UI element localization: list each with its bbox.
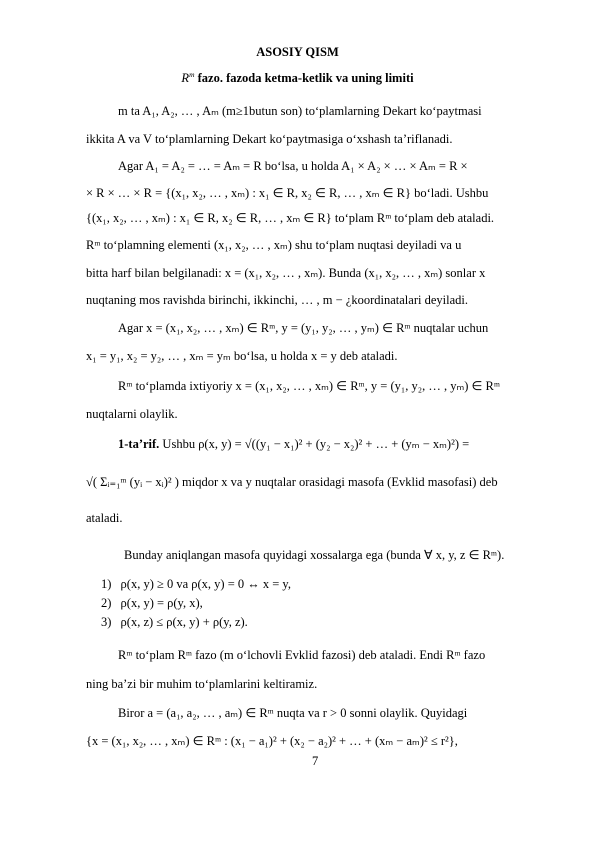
definition-label: 1-ta’rif.	[118, 437, 160, 451]
property-text: ρ(x, y) = ρ(y, x),	[120, 596, 203, 610]
paragraph-line: Rᵐ to‘plam Rᵐ fazo (m o‘lchovli Evklid fazosi) deb ataladi. Endi Rᵐ fazo	[118, 648, 486, 662]
page-number: 7	[312, 754, 319, 768]
property-item	[101, 576, 291, 592]
property-item	[101, 595, 203, 611]
paragraph-line: Biror a = (a₁, a₂, … , aₘ) ∈ Rᵐ nuqta va r > 0 sonni olaylik. Quyidagi	[118, 706, 468, 720]
paragraph-line: {x = (x₁, x₂, … , xₘ) ∈ Rᵐ : (x₁ − a₁)² + (x₂ − a₂)² + … + (xₘ − aₘ)² ≤ r²},	[86, 734, 458, 748]
paragraph-line: x₁ = y₁, x₂ = y₂, … , xₘ = yₘ bo‘lsa, u holda x = y deb ataladi.	[86, 349, 398, 363]
property-number: 2)	[101, 596, 112, 610]
paragraph-line: Bunday aniqlangan masofa quyidagi xossalarga ega (bunda ∀ x, y, z ∈ Rᵐ).	[124, 548, 505, 562]
property-number: 3)	[101, 615, 112, 629]
paragraph-line: Agar A₁ = A₂ = … = Aₘ = R bo‘lsa, u holda A₁ × A₂ × … × Aₘ = R ×	[118, 159, 468, 173]
paragraph-line: nuqtaning mos ravishda birinchi, ikkinchi, … , m − ¿koordinatalari deyiladi.	[86, 293, 468, 307]
paragraph-line: nuqtalarni olaylik.	[86, 407, 178, 421]
property-number: 1)	[101, 577, 112, 591]
section-title: ASOSIY QISM	[256, 45, 339, 59]
section-subtitle: $R^m$ fazo. fazoda ketma-ketlik va uning limiti	[181, 69, 414, 85]
paragraph-line: ataladi.	[86, 511, 123, 525]
definition-text: Ushbu ρ(x, y) = √((y₁ − x₁)² + (y₂ − x₂)² + … + (yₘ − xₘ)²) =	[159, 437, 470, 451]
property-item	[101, 614, 248, 630]
paragraph-line: × R × … × R = {(x₁, x₂, … , xₘ) : x₁ ∈ R, x₂ ∈ R, … , xₘ ∈ R} bo‘ladi. Ushbu	[86, 186, 489, 200]
paragraph-line: Rᵐ to‘plamning elementi (x₁, x₂, … , xₘ) shu to‘plam nuqtasi deyiladi va u	[86, 238, 462, 252]
paragraph-line: √( Σᵢ₌₁ᵐ (yᵢ − xᵢ)² ) miqdor x va y nuqtalar orasidagi masofa (Evklid masofasi) deb	[86, 475, 498, 489]
paragraph-line: m ta A₁, A₂, … , Aₘ (m≥1butun son) to‘plamlarning Dekart ko‘paytmasi	[118, 104, 482, 118]
paragraph-line: ning ba’zi bir muhim to‘plamlarini keltiramiz.	[86, 677, 318, 691]
property-text: ρ(x, z) ≤ ρ(x, y) + ρ(y, z).	[120, 615, 248, 629]
paragraph-line: ikkita A va V to‘plamlarning Dekart ko‘paytmasiga o‘xshash ta’riflanadi.	[86, 132, 453, 146]
paragraph-line: Rᵐ to‘plamda ixtiyoriy x = (x₁, x₂, … , xₘ) ∈ Rᵐ, y = (y₁, y₂, … , yₘ) ∈ Rᵐ	[118, 379, 500, 393]
definition-line	[118, 436, 469, 452]
property-text: ρ(x, y) ≥ 0 va ρ(x, y) = 0 ↔ x = y,	[120, 577, 291, 591]
paragraph-line: Agar x = (x₁, x₂, … , xₘ) ∈ Rᵐ, y = (y₁, y₂, … , yₘ) ∈ Rᵐ nuqtalar uchun	[118, 321, 489, 335]
paragraph-line: bitta harf bilan belgilanadi: x = (x₁, x₂, … , xₘ). Bunda (x₁, x₂, … , xₘ) sonlar x	[86, 266, 486, 280]
paragraph-line: {(x₁, x₂, … , xₘ) : x₁ ∈ R, x₂ ∈ R, … , xₘ ∈ R} to‘plam Rᵐ to‘plam deb ataladi.	[86, 211, 495, 225]
